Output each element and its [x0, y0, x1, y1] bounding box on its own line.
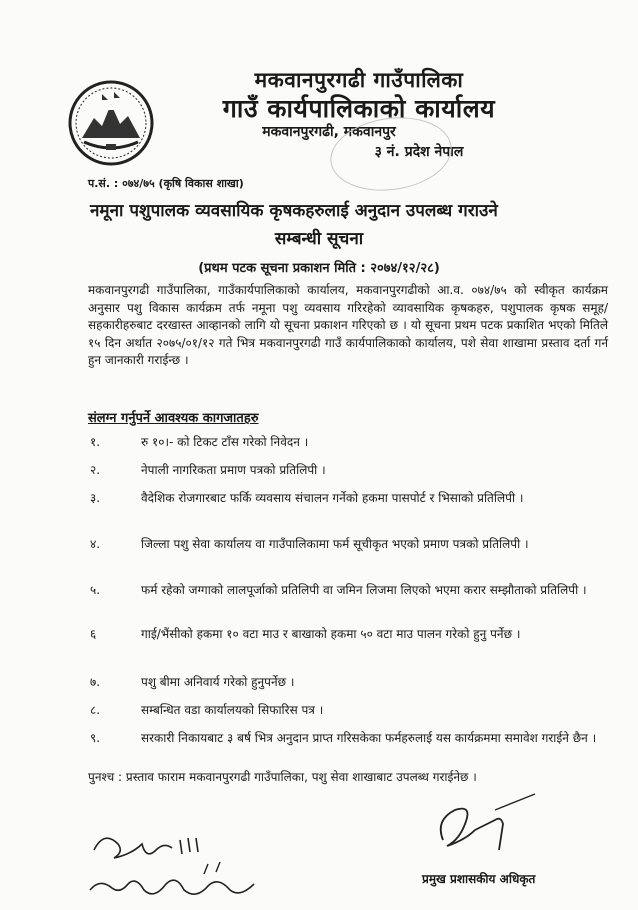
notice-title-line1: नमूना पशुपालक व्यवसायिक कृषकहरुलाई अनुदान उपलब्ध गराउने: [90, 201, 498, 221]
item-number: ६: [90, 627, 97, 641]
item-text: गाई/भैंसीको हकमा १० वटा माउ र बाखाको हकमा ५० वटा माउ पालन गरेको हुनु पर्नेछ ।: [141, 627, 521, 641]
office-address: मकवानपुरगढी, मकवानपुर: [262, 124, 396, 140]
item-text: फर्म रहेको जग्गाको लालपूर्जाको प्रतिलिपी वा जमिन लिजमा लिएको भएमा करार सम्झौताको प्रतिलिपी ।: [141, 583, 587, 597]
office-province: ३ नं. प्रदेश नेपाल: [374, 144, 464, 160]
item-text: नेपाली नागरिकता प्रमाण पत्रको प्रतिलिपी ।: [141, 463, 326, 477]
handwritten-signature-right: [425, 790, 555, 880]
item-text: वैदेशिक रोजगारबाट फर्कि व्यवसाय संचालन गर्नेको हकमा पासपोर्ट र भिसाको प्रतिलिपी ।: [141, 491, 524, 505]
item-text: पशु बीमा अनिवार्य गरेको हुनुपर्नेछ ।: [141, 675, 295, 689]
intro-paragraph: मकवानपुरगढी गाउँपालिका, गाउँकार्यपालिकाको कार्यालय, मकवानपुरगढीको आ.व. ०७४/७५ को स्वीकृत कार्यक्रम अनुसार पशु विकास कार्यक्रम तर्फ नमूना पशु व्यवसाय गरिरहेको व्यावसायिक कृषकहरु, पशुपालक कृषक समूह/सहकारीहरुबाट दरखास्त आव्हानको लागि यो सूचना प्रकाशन गरिएको छ । यो सूचना प्रथम पटक प्रकाशित भएको मितिले १५ दिन अर्थात २०७५/०१/१२ गते भित्र मकवानपुरगढी गाउँ कार्यपालिकाको कार्यालय, पशे सेवा शाखामा प्रस्ताव दर्ता गर्न हुन जानकारी गराईन्छ ।: [88, 283, 608, 368]
handwritten-signature-left: [84, 820, 264, 910]
item-text: सरकारी निकायबाट ३ बर्ष भित्र अनुदान प्राप्त गरिसकेका फर्महरुलाई यस कार्यक्रममा समावेश गराईने छैन ।: [141, 731, 597, 745]
item-number: ४.: [90, 537, 101, 551]
item-number: ५.: [90, 583, 101, 597]
publication-date: (प्रथम पटक सूचना प्रकाशन मिति : २०७४/१२/२८): [198, 261, 440, 276]
item-text: रु १०।- को टिकट टाँस गरेको निवेदन ।: [141, 435, 309, 449]
reference-number: प.सं. : ०७४/७५ (कृषि विकास शाखा): [88, 177, 244, 190]
documents-heading: संलग्न गर्नुपर्ने आवश्यक कागजातहरु: [88, 411, 259, 426]
item-number: ८.: [90, 703, 101, 717]
item-text: सम्बन्धित वडा कार्यालयको सिफारिस पत्र ।: [141, 703, 324, 717]
item-number: ९.: [90, 731, 101, 745]
office-name: गाउँ कार्यपालिकाको कार्यालय: [222, 94, 496, 123]
signer-title: प्रमुख प्रशासकीय अधिकृत: [422, 872, 536, 886]
item-number: ३.: [90, 491, 101, 505]
notice-title-line2: सम्बन्धी सूचना: [274, 229, 364, 249]
municipality-name: मकवानपुरगढी गाउँपालिका: [254, 68, 464, 92]
item-text: जिल्ला पशु सेवा कार्यालय वा गाउँपालिकामा फर्म सूचीकृत भएको प्रमाण पत्रको प्रतिलिपी ।: [141, 537, 529, 551]
postscript-note: पुनश्च : प्रस्ताव फाराम मकवानपुरगढी गाउँपालिका, पशु सेवा शाखाबाट उपलब्ध गराईनेछ ।: [88, 770, 477, 784]
item-number: २.: [90, 463, 101, 477]
item-number: ७.: [90, 675, 101, 689]
item-number: १.: [90, 435, 101, 449]
